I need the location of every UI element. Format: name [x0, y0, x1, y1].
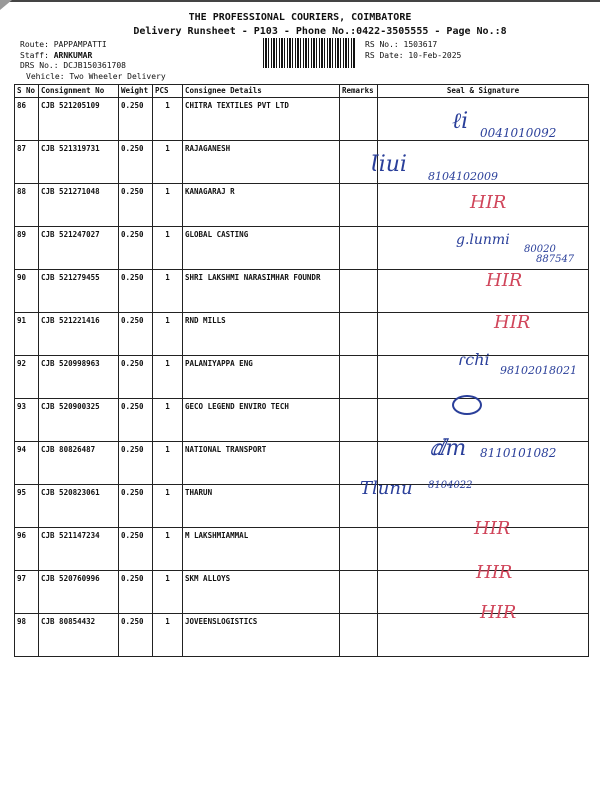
row-consignee: NATIONAL TRANSPORT: [183, 442, 340, 485]
row-seal-signature: [378, 614, 589, 657]
row-consignment-no: CJB 520823061: [39, 485, 119, 528]
row-consignment-no: CJB 80854432: [39, 614, 119, 657]
row-remarks: [340, 98, 378, 141]
row-pcs: 1: [153, 528, 183, 571]
row-pcs: 1: [153, 614, 183, 657]
row-sno: 89: [15, 227, 39, 270]
row-seal-signature: [378, 399, 589, 442]
col-weight: Weight: [119, 85, 153, 98]
row-seal-signature: [378, 227, 589, 270]
table-row: [15, 485, 589, 528]
row-remarks: [340, 399, 378, 442]
staff-label: Staff:: [20, 50, 49, 60]
row-weight: 0.250: [119, 270, 153, 313]
header-right-block: [365, 40, 461, 61]
row-pcs: 1: [153, 485, 183, 528]
signature-mark: ⅆm: [430, 436, 467, 461]
row-remarks: [340, 356, 378, 399]
row-consignee: RND MILLS: [183, 313, 340, 356]
handwritten-initials: HIR: [470, 192, 507, 213]
row-consignee: GLOBAL CASTING: [183, 227, 340, 270]
stamp-mark: [452, 395, 482, 415]
barcode-graphic: [263, 38, 355, 68]
row-weight: 0.250: [119, 571, 153, 614]
page-top-edge: [0, 0, 600, 2]
row-seal-signature: [378, 528, 589, 571]
row-seal-signature: [378, 442, 589, 485]
row-pcs: 1: [153, 141, 183, 184]
row-consignee: SHRI LAKSHMI NARASIMHAR FOUNDR: [183, 270, 340, 313]
table-header-row: [15, 85, 589, 98]
col-remarks: Remarks: [340, 85, 378, 98]
row-seal-signature: [378, 313, 589, 356]
signature-mark: ɾchi: [458, 350, 490, 369]
table-row: [15, 141, 589, 184]
handwritten-number: 98102018021: [500, 364, 577, 377]
col-seal: Seal & Signature: [378, 85, 589, 98]
row-pcs: 1: [153, 313, 183, 356]
row-consignment-no: CJB 80826487: [39, 442, 119, 485]
row-pcs: 1: [153, 442, 183, 485]
rs-number: RS No.: 1503617: [365, 40, 438, 49]
signature-mark: Tlunu: [360, 478, 413, 499]
row-remarks: [340, 313, 378, 356]
row-remarks: [340, 141, 378, 184]
row-weight: 0.250: [119, 141, 153, 184]
row-sno: 95: [15, 485, 39, 528]
handwritten-initials: HIR: [480, 602, 517, 623]
table-row: [15, 528, 589, 571]
row-sno: 94: [15, 442, 39, 485]
row-weight: 0.250: [119, 98, 153, 141]
vehicle-text: Vehicle: Two Wheeler Delivery: [26, 71, 166, 81]
handwritten-number: 80020: [524, 244, 556, 255]
row-sno: 93: [15, 399, 39, 442]
row-pcs: 1: [153, 270, 183, 313]
row-consignment-no: CJB 521205109: [39, 98, 119, 141]
handwritten-initials: HIR: [476, 562, 513, 583]
row-consignee: THARUN: [183, 485, 340, 528]
row-seal-signature: [378, 184, 589, 227]
row-weight: 0.250: [119, 184, 153, 227]
header-left-block: [20, 40, 166, 82]
row-remarks: [340, 442, 378, 485]
row-consignment-no: CJB 521221416: [39, 313, 119, 356]
row-remarks: [340, 485, 378, 528]
handwritten-initials: HIR: [474, 518, 511, 539]
runsheet-title: Delivery Runsheet - P103 - Phone No.:0422-3505555 - Page No.:8: [133, 26, 507, 37]
signature-mark: ℓi: [452, 109, 469, 134]
col-consignee: Consignee Details: [183, 85, 340, 98]
row-pcs: 1: [153, 184, 183, 227]
table-row: [15, 313, 589, 356]
table-row: [15, 356, 589, 399]
row-seal-signature: [378, 141, 589, 184]
row-consignment-no: CJB 520760996: [39, 571, 119, 614]
signature-mark: g.lunmi: [456, 232, 510, 248]
row-seal-signature: [378, 485, 589, 528]
table-row: [15, 227, 589, 270]
drs-number: DRS No.: DCJB150361708: [20, 61, 126, 70]
row-consignee: KANAGARAJ R: [183, 184, 340, 227]
table-row: [15, 98, 589, 141]
row-sno: 87: [15, 141, 39, 184]
row-consignee: JOVEENSLOGISTICS: [183, 614, 340, 657]
row-consignment-no: CJB 521271048: [39, 184, 119, 227]
row-remarks: [340, 571, 378, 614]
table-row: [15, 399, 589, 442]
col-pcs: PCS: [153, 85, 183, 98]
row-remarks: [340, 227, 378, 270]
handwritten-number: 0041010092: [480, 126, 557, 140]
table-row: [15, 184, 589, 227]
row-consignment-no: CJB 521247027: [39, 227, 119, 270]
company-title: THE PROFESSIONAL COURIERS, COIMBATORE: [188, 12, 412, 23]
page-corner-fold: [0, 0, 12, 10]
row-remarks: [340, 270, 378, 313]
row-sno: 92: [15, 356, 39, 399]
row-weight: 0.250: [119, 485, 153, 528]
row-consignee: PALANIYAPPA ENG: [183, 356, 340, 399]
row-pcs: 1: [153, 399, 183, 442]
table-row: [15, 442, 589, 485]
rs-date: RS Date: 10-Feb-2025: [365, 50, 462, 60]
handwritten-number: 8104102009: [428, 170, 498, 183]
row-consignee: RAJAGANESH: [183, 141, 340, 184]
col-sno: S No: [15, 85, 39, 98]
table-row: [15, 571, 589, 614]
row-consignment-no: CJB 521279455: [39, 270, 119, 313]
row-pcs: 1: [153, 356, 183, 399]
row-pcs: 1: [153, 98, 183, 141]
row-consignment-no: CJB 520998963: [39, 356, 119, 399]
signature-mark: Ɩiui: [370, 152, 407, 177]
row-weight: 0.250: [119, 614, 153, 657]
row-weight: 0.250: [119, 399, 153, 442]
table-row: [15, 614, 589, 657]
staff-line: [20, 51, 166, 62]
runsheet-table: [14, 84, 589, 657]
row-seal-signature: [378, 270, 589, 313]
handwritten-number: 887547: [536, 254, 575, 265]
col-consignment: Consignment No: [39, 85, 119, 98]
row-seal-signature: [378, 356, 589, 399]
row-sno: 96: [15, 528, 39, 571]
row-consignee: GECO LEGEND ENVIRO TECH: [183, 399, 340, 442]
route-text: Route: PAPPAMPATTI: [20, 40, 107, 49]
row-weight: 0.250: [119, 227, 153, 270]
row-consignee: SKM ALLOYS: [183, 571, 340, 614]
row-seal-signature: [378, 571, 589, 614]
row-sno: 91: [15, 313, 39, 356]
row-sno: 98: [15, 614, 39, 657]
row-remarks: [340, 528, 378, 571]
handwritten-number: 8104022: [428, 480, 473, 491]
row-sno: 97: [15, 571, 39, 614]
row-remarks: [340, 184, 378, 227]
row-seal-signature: [378, 98, 589, 141]
row-weight: 0.250: [119, 528, 153, 571]
row-sno: 88: [15, 184, 39, 227]
row-consignee: CHITRA TEXTILES PVT LTD: [183, 98, 340, 141]
row-consignment-no: CJB 521147234: [39, 528, 119, 571]
handwritten-initials: HIR: [494, 312, 531, 333]
row-pcs: 1: [153, 571, 183, 614]
row-consignment-no: CJB 521319731: [39, 141, 119, 184]
row-weight: 0.250: [119, 313, 153, 356]
row-sno: 86: [15, 98, 39, 141]
staff-name: ARNKUMAR: [53, 50, 93, 60]
handwritten-number: 8110101082: [480, 446, 557, 460]
row-sno: 90: [15, 270, 39, 313]
row-pcs: 1: [153, 227, 183, 270]
row-consignment-no: CJB 520900325: [39, 399, 119, 442]
row-weight: 0.250: [119, 356, 153, 399]
table-row: [15, 270, 589, 313]
handwritten-initials: HIR: [486, 270, 523, 291]
row-consignee: M LAKSHMIAMMAL: [183, 528, 340, 571]
row-remarks: [340, 614, 378, 657]
row-weight: 0.250: [119, 442, 153, 485]
